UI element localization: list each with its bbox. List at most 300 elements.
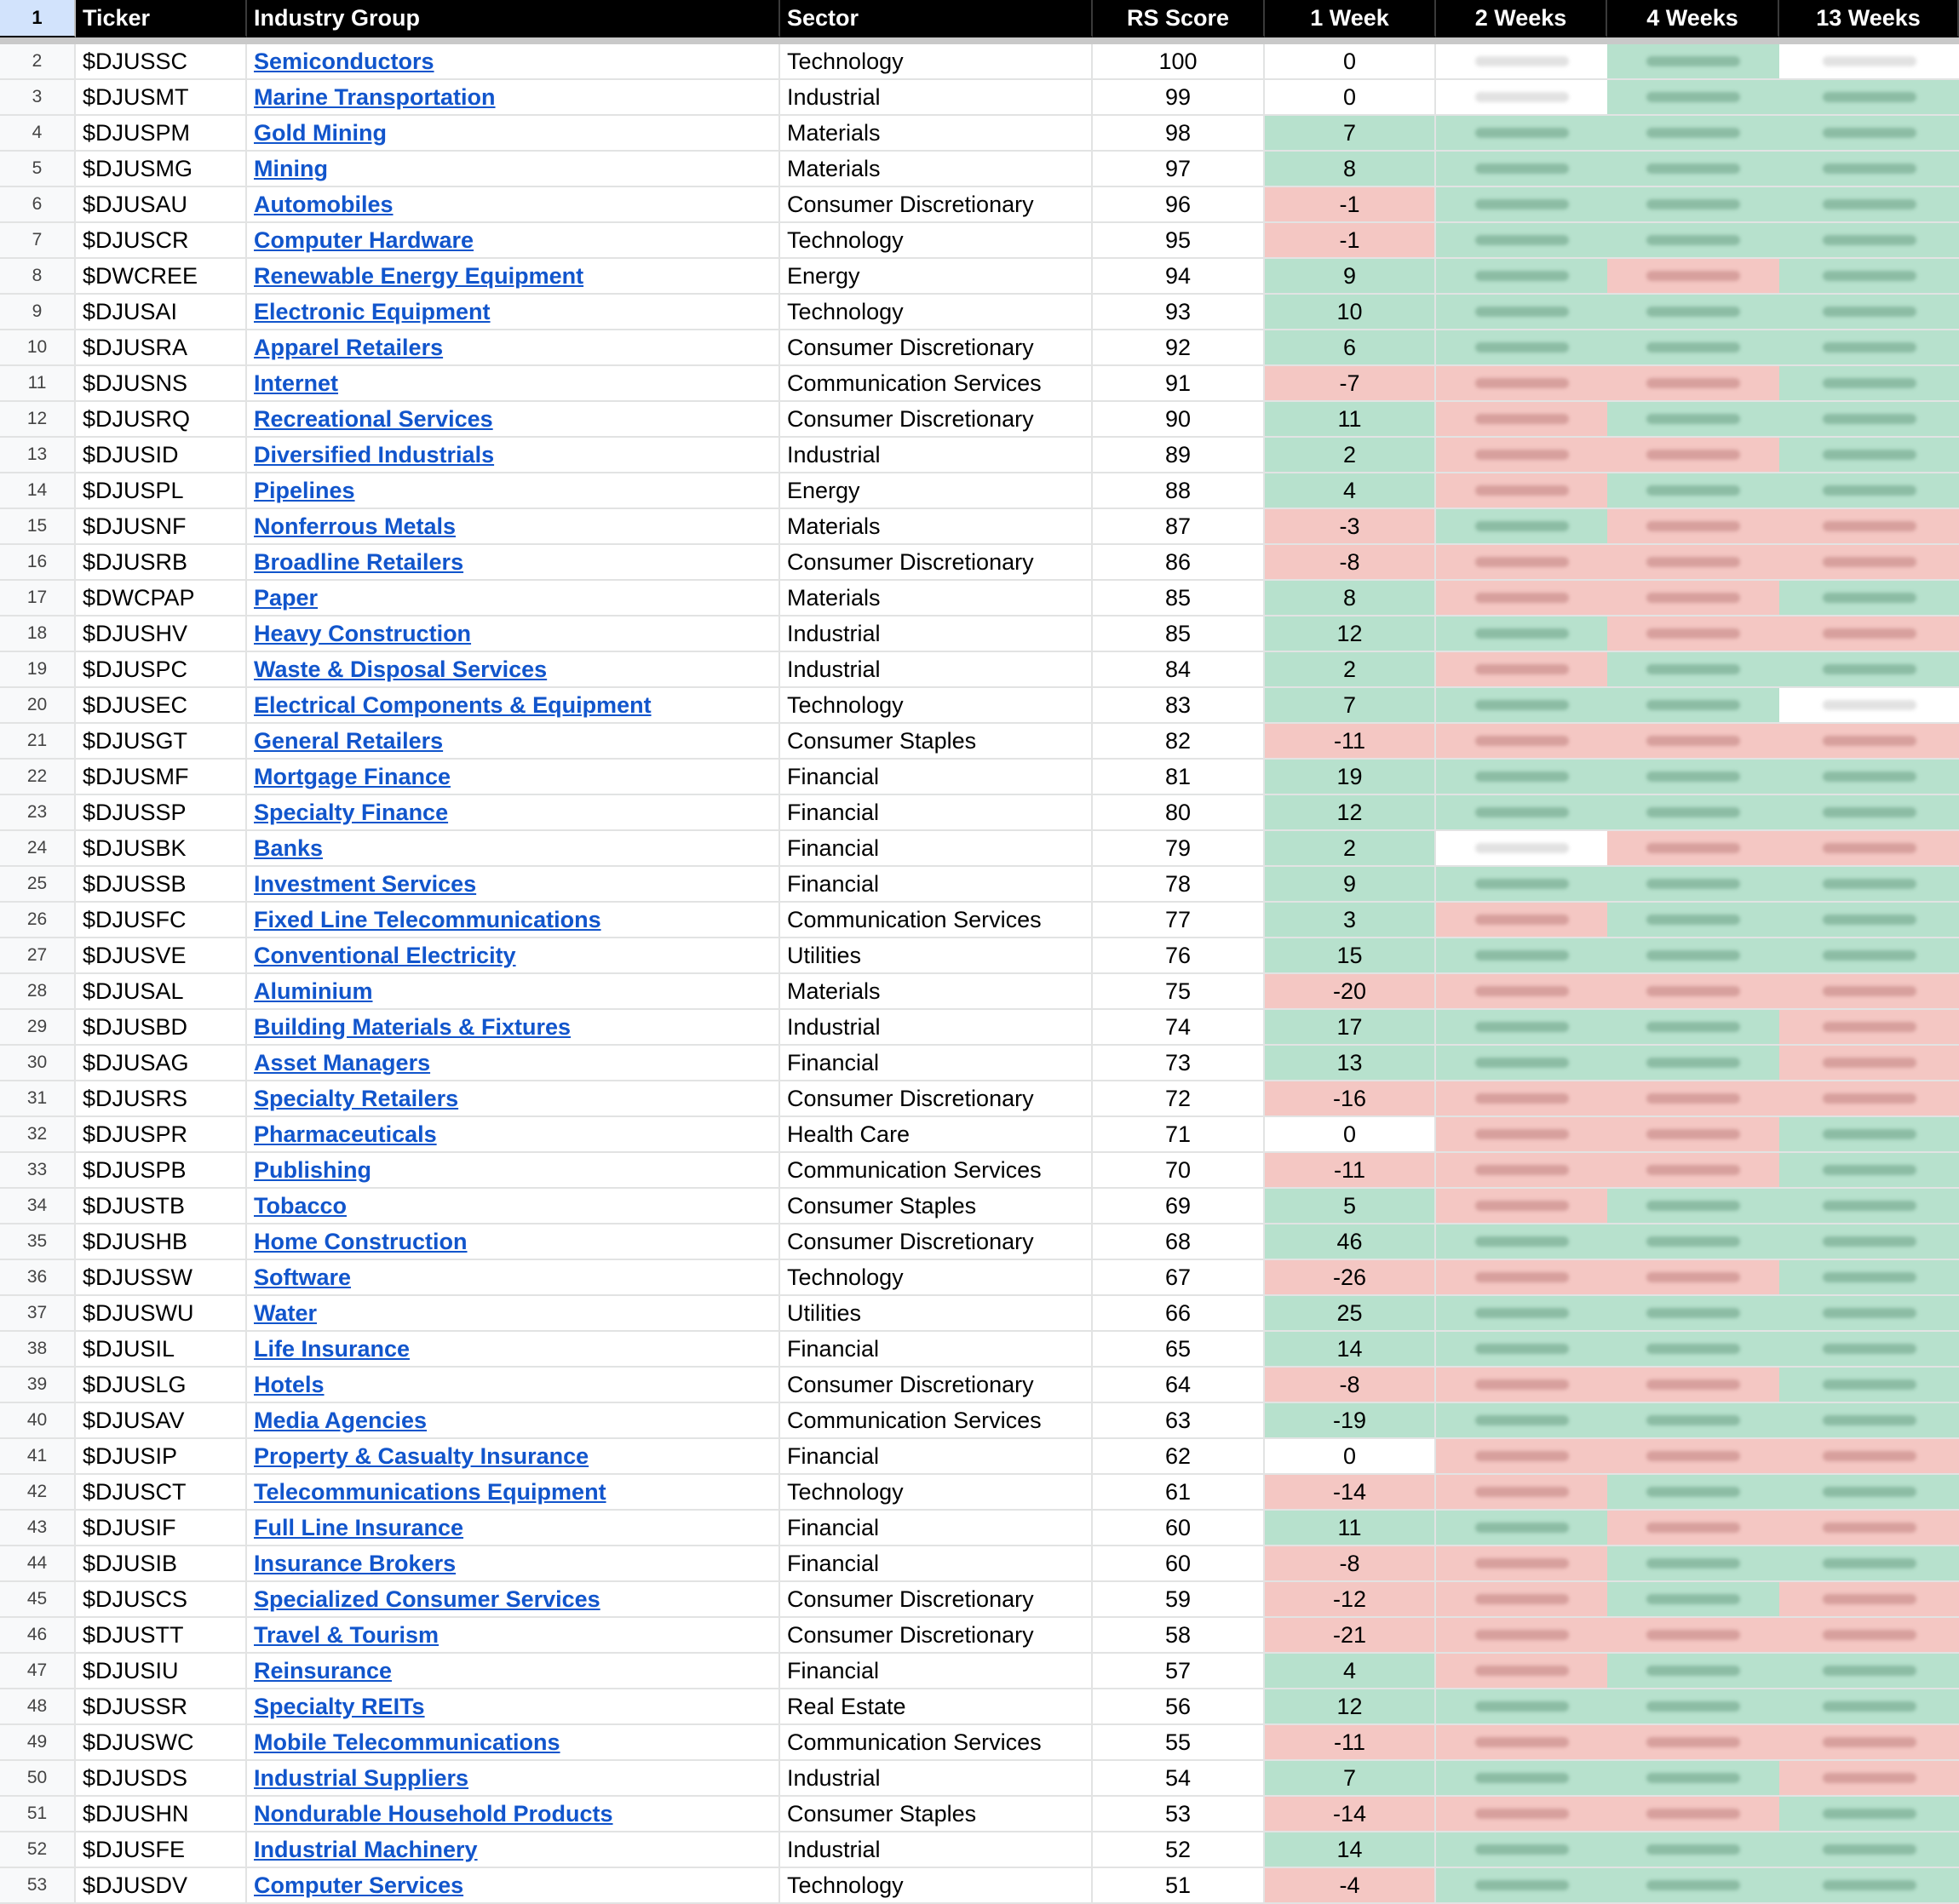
industry-group-cell[interactable]: [247, 402, 780, 438]
rs-score-cell[interactable]: 99: [1093, 80, 1265, 116]
industry-group-cell[interactable]: [247, 617, 780, 652]
industry-group-cell[interactable]: [247, 1010, 780, 1046]
row-number[interactable]: 46: [0, 1618, 76, 1654]
sector-cell[interactable]: Utilities: [780, 938, 1093, 974]
sector-cell[interactable]: Technology: [780, 223, 1093, 259]
week2-change-cell-redacted[interactable]: [1436, 831, 1607, 867]
week4-change-cell-redacted[interactable]: [1607, 1689, 1779, 1725]
industry-group-link[interactable]: Recreational Services: [254, 405, 493, 432]
industry-group-cell[interactable]: [247, 1868, 780, 1904]
week2-change-cell-redacted[interactable]: [1436, 1868, 1607, 1904]
week4-change-cell-redacted[interactable]: [1607, 688, 1779, 724]
industry-group-cell[interactable]: [247, 80, 780, 116]
rs-score-cell[interactable]: 64: [1093, 1368, 1265, 1403]
sector-cell[interactable]: Materials: [780, 581, 1093, 617]
sector-cell[interactable]: Financial: [780, 1046, 1093, 1081]
sector-cell[interactable]: Financial: [780, 1654, 1093, 1689]
week1-change-cell[interactable]: -8: [1265, 1368, 1436, 1403]
industry-group-cell[interactable]: [247, 44, 780, 80]
industry-group-cell[interactable]: [247, 116, 780, 152]
rs-score-cell[interactable]: 75: [1093, 974, 1265, 1010]
rs-score-cell[interactable]: 97: [1093, 152, 1265, 187]
week2-change-cell-redacted[interactable]: [1436, 116, 1607, 152]
industry-group-link[interactable]: Waste & Disposal Services: [254, 656, 548, 682]
rs-score-cell[interactable]: 69: [1093, 1189, 1265, 1224]
industry-group-link[interactable]: Automobiles: [254, 191, 394, 217]
industry-group-link[interactable]: Mortgage Finance: [254, 763, 451, 789]
row-number[interactable]: 38: [0, 1332, 76, 1368]
week1-change-cell[interactable]: 17: [1265, 1010, 1436, 1046]
week4-change-cell-redacted[interactable]: [1607, 1081, 1779, 1117]
week13-change-cell-redacted[interactable]: [1779, 1368, 1959, 1403]
week13-change-cell-redacted[interactable]: [1779, 1761, 1959, 1797]
ticker-cell[interactable]: $DJUSSR: [76, 1689, 247, 1725]
ticker-cell[interactable]: $DJUSPL: [76, 473, 247, 509]
ticker-cell[interactable]: $DJUSNF: [76, 509, 247, 545]
industry-group-cell[interactable]: [247, 795, 780, 831]
row-number[interactable]: 18: [0, 617, 76, 652]
week4-change-cell-redacted[interactable]: [1607, 724, 1779, 760]
sector-cell[interactable]: Financial: [780, 1546, 1093, 1582]
week2-change-cell-redacted[interactable]: [1436, 724, 1607, 760]
industry-group-link[interactable]: Electronic Equipment: [254, 298, 491, 324]
industry-group-link[interactable]: Investment Services: [254, 870, 477, 897]
sector-cell[interactable]: Industrial: [780, 1832, 1093, 1868]
sector-cell[interactable]: Technology: [780, 1260, 1093, 1296]
industry-group-link[interactable]: Property & Casualty Insurance: [254, 1442, 589, 1469]
week1-change-cell[interactable]: 14: [1265, 1332, 1436, 1368]
rs-score-cell[interactable]: 61: [1093, 1475, 1265, 1511]
ticker-cell[interactable]: $DJUSSW: [76, 1260, 247, 1296]
week1-change-cell[interactable]: 6: [1265, 330, 1436, 366]
industry-group-cell[interactable]: [247, 1403, 780, 1439]
week2-change-cell-redacted[interactable]: [1436, 1582, 1607, 1618]
industry-group-link[interactable]: Reinsurance: [254, 1657, 393, 1683]
row-number[interactable]: 16: [0, 545, 76, 581]
week13-change-cell-redacted[interactable]: [1779, 1403, 1959, 1439]
rs-score-cell[interactable]: 74: [1093, 1010, 1265, 1046]
week4-change-cell-redacted[interactable]: [1607, 509, 1779, 545]
industry-group-link[interactable]: Telecommunications Equipment: [254, 1478, 606, 1505]
week1-change-cell[interactable]: 46: [1265, 1224, 1436, 1260]
row-number[interactable]: 22: [0, 760, 76, 795]
week4-change-cell-redacted[interactable]: [1607, 1403, 1779, 1439]
week4-change-cell-redacted[interactable]: [1607, 1046, 1779, 1081]
week2-change-cell-redacted[interactable]: [1436, 295, 1607, 330]
industry-group-link[interactable]: Nonferrous Metals: [254, 513, 457, 539]
week13-change-cell-redacted[interactable]: [1779, 509, 1959, 545]
ticker-cell[interactable]: $DJUSHV: [76, 617, 247, 652]
week2-change-cell-redacted[interactable]: [1436, 1511, 1607, 1546]
industry-group-cell[interactable]: [247, 366, 780, 402]
sector-cell[interactable]: Industrial: [780, 80, 1093, 116]
ticker-cell[interactable]: $DJUSRA: [76, 330, 247, 366]
week2-change-cell-redacted[interactable]: [1436, 795, 1607, 831]
week4-change-cell-redacted[interactable]: [1607, 80, 1779, 116]
industry-group-link[interactable]: Specialty Retailers: [254, 1085, 459, 1111]
sector-cell[interactable]: Materials: [780, 116, 1093, 152]
ticker-cell[interactable]: $DJUSIL: [76, 1332, 247, 1368]
sector-cell[interactable]: Consumer Staples: [780, 1797, 1093, 1832]
week13-change-cell-redacted[interactable]: [1779, 1868, 1959, 1904]
industry-group-link[interactable]: Heavy Construction: [254, 620, 472, 646]
week1-change-cell[interactable]: -11: [1265, 724, 1436, 760]
row-number[interactable]: 23: [0, 795, 76, 831]
ticker-cell[interactable]: $DJUSIU: [76, 1654, 247, 1689]
week4-change-cell-redacted[interactable]: [1607, 1010, 1779, 1046]
row-number[interactable]: 6: [0, 187, 76, 223]
ticker-cell[interactable]: $DJUSMT: [76, 80, 247, 116]
ticker-cell[interactable]: $DJUSRQ: [76, 402, 247, 438]
rs-score-cell[interactable]: 96: [1093, 187, 1265, 223]
week2-change-cell-redacted[interactable]: [1436, 903, 1607, 938]
week1-change-cell[interactable]: 19: [1265, 760, 1436, 795]
industry-group-cell[interactable]: [247, 1582, 780, 1618]
week1-change-cell[interactable]: -21: [1265, 1618, 1436, 1654]
industry-group-link[interactable]: General Retailers: [254, 727, 444, 754]
ticker-cell[interactable]: $DJUSAU: [76, 187, 247, 223]
sector-cell[interactable]: Industrial: [780, 1010, 1093, 1046]
week2-change-cell-redacted[interactable]: [1436, 1546, 1607, 1582]
industry-group-cell[interactable]: [247, 1296, 780, 1332]
sector-cell[interactable]: Technology: [780, 44, 1093, 80]
week1-change-cell[interactable]: -14: [1265, 1797, 1436, 1832]
rs-score-cell[interactable]: 85: [1093, 617, 1265, 652]
row-number[interactable]: 20: [0, 688, 76, 724]
week4-change-cell-redacted[interactable]: [1607, 152, 1779, 187]
row-number[interactable]: 36: [0, 1260, 76, 1296]
row-number[interactable]: 43: [0, 1511, 76, 1546]
week4-change-cell-redacted[interactable]: [1607, 1189, 1779, 1224]
industry-group-link[interactable]: Renewable Energy Equipment: [254, 262, 584, 289]
industry-group-link[interactable]: Life Insurance: [254, 1335, 411, 1362]
week13-change-cell-redacted[interactable]: [1779, 545, 1959, 581]
row-number[interactable]: 14: [0, 473, 76, 509]
rs-score-cell[interactable]: 58: [1093, 1618, 1265, 1654]
industry-group-cell[interactable]: [247, 259, 780, 295]
week2-change-cell-redacted[interactable]: [1436, 1832, 1607, 1868]
rs-score-cell[interactable]: 79: [1093, 831, 1265, 867]
industry-group-cell[interactable]: [247, 1117, 780, 1153]
week2-change-cell-redacted[interactable]: [1436, 402, 1607, 438]
sector-cell[interactable]: Financial: [780, 1332, 1093, 1368]
ticker-cell[interactable]: $DJUSSP: [76, 795, 247, 831]
ticker-cell[interactable]: $DJUSPM: [76, 116, 247, 152]
week1-change-cell[interactable]: 4: [1265, 1654, 1436, 1689]
industry-group-cell[interactable]: [247, 867, 780, 903]
week4-change-cell-redacted[interactable]: [1607, 1296, 1779, 1332]
industry-group-cell[interactable]: [247, 760, 780, 795]
industry-group-cell[interactable]: [247, 509, 780, 545]
sector-cell[interactable]: Utilities: [780, 1296, 1093, 1332]
ticker-cell[interactable]: $DJUSPB: [76, 1153, 247, 1189]
ticker-cell[interactable]: $DJUSAL: [76, 974, 247, 1010]
week4-change-cell-redacted[interactable]: [1607, 652, 1779, 688]
industry-group-cell[interactable]: [247, 903, 780, 938]
week1-change-cell[interactable]: 8: [1265, 152, 1436, 187]
row-number[interactable]: 30: [0, 1046, 76, 1081]
week2-change-cell-redacted[interactable]: [1436, 1403, 1607, 1439]
rs-score-cell[interactable]: 86: [1093, 545, 1265, 581]
week2-change-cell-redacted[interactable]: [1436, 617, 1607, 652]
week4-change-cell-redacted[interactable]: [1607, 938, 1779, 974]
week4-change-cell-redacted[interactable]: [1607, 1582, 1779, 1618]
week4-change-cell-redacted[interactable]: [1607, 831, 1779, 867]
week4-change-cell-redacted[interactable]: [1607, 1224, 1779, 1260]
row-number[interactable]: 48: [0, 1689, 76, 1725]
industry-group-cell[interactable]: [247, 187, 780, 223]
industry-group-link[interactable]: Insurance Brokers: [254, 1550, 457, 1576]
week1-change-cell[interactable]: 8: [1265, 581, 1436, 617]
week13-change-cell-redacted[interactable]: [1779, 187, 1959, 223]
week13-change-cell-redacted[interactable]: [1779, 295, 1959, 330]
industry-group-cell[interactable]: [247, 1189, 780, 1224]
ticker-cell[interactable]: $DJUSFE: [76, 1832, 247, 1868]
rs-score-cell[interactable]: 70: [1093, 1153, 1265, 1189]
ticker-cell[interactable]: $DJUSSC: [76, 44, 247, 80]
week2-change-cell-redacted[interactable]: [1436, 1010, 1607, 1046]
row-number[interactable]: 19: [0, 652, 76, 688]
industry-group-cell[interactable]: [247, 938, 780, 974]
week13-change-cell-redacted[interactable]: [1779, 1475, 1959, 1511]
sector-cell[interactable]: Real Estate: [780, 1689, 1093, 1725]
ticker-cell[interactable]: $DJUSIB: [76, 1546, 247, 1582]
week1-change-cell[interactable]: 3: [1265, 903, 1436, 938]
sector-cell[interactable]: Consumer Discretionary: [780, 1582, 1093, 1618]
week1-change-cell[interactable]: 7: [1265, 688, 1436, 724]
week4-change-cell-redacted[interactable]: [1607, 545, 1779, 581]
ticker-cell[interactable]: $DJUSWC: [76, 1725, 247, 1761]
week4-change-cell-redacted[interactable]: [1607, 1153, 1779, 1189]
week2-change-cell-redacted[interactable]: [1436, 760, 1607, 795]
week2-change-cell-redacted[interactable]: [1436, 1224, 1607, 1260]
industry-group-cell[interactable]: [247, 581, 780, 617]
sector-cell[interactable]: Communication Services: [780, 366, 1093, 402]
industry-group-link[interactable]: Mining: [254, 155, 328, 181]
industry-group-cell[interactable]: [247, 831, 780, 867]
row-number[interactable]: 52: [0, 1832, 76, 1868]
week2-change-cell-redacted[interactable]: [1436, 1689, 1607, 1725]
ticker-cell[interactable]: $DJUSEC: [76, 688, 247, 724]
week4-change-cell-redacted[interactable]: [1607, 1511, 1779, 1546]
column-header-4-weeks[interactable]: 4 Weeks: [1607, 0, 1779, 37]
industry-group-link[interactable]: Broadline Retailers: [254, 548, 464, 575]
sector-cell[interactable]: Energy: [780, 473, 1093, 509]
week1-change-cell[interactable]: 2: [1265, 438, 1436, 473]
industry-group-link[interactable]: Nondurable Household Products: [254, 1800, 613, 1827]
row-number[interactable]: 5: [0, 152, 76, 187]
week13-change-cell-redacted[interactable]: [1779, 581, 1959, 617]
ticker-cell[interactable]: $DJUSPR: [76, 1117, 247, 1153]
week1-change-cell[interactable]: -20: [1265, 974, 1436, 1010]
industry-group-link[interactable]: Specialty REITs: [254, 1693, 425, 1719]
industry-group-link[interactable]: Specialized Consumer Services: [254, 1586, 600, 1612]
industry-group-link[interactable]: Hotels: [254, 1371, 325, 1397]
week1-change-cell[interactable]: 2: [1265, 652, 1436, 688]
ticker-cell[interactable]: $DWCREE: [76, 259, 247, 295]
ticker-cell[interactable]: $DJUSGT: [76, 724, 247, 760]
week13-change-cell-redacted[interactable]: [1779, 1296, 1959, 1332]
week1-change-cell[interactable]: -11: [1265, 1153, 1436, 1189]
week13-change-cell-redacted[interactable]: [1779, 1725, 1959, 1761]
week2-change-cell-redacted[interactable]: [1436, 1797, 1607, 1832]
sector-cell[interactable]: Communication Services: [780, 903, 1093, 938]
industry-group-link[interactable]: Home Construction: [254, 1228, 468, 1254]
week2-change-cell-redacted[interactable]: [1436, 1654, 1607, 1689]
week13-change-cell-redacted[interactable]: [1779, 116, 1959, 152]
rs-score-cell[interactable]: 98: [1093, 116, 1265, 152]
week13-change-cell-redacted[interactable]: [1779, 1511, 1959, 1546]
row-number[interactable]: 45: [0, 1582, 76, 1618]
row-number[interactable]: 32: [0, 1117, 76, 1153]
sector-cell[interactable]: Financial: [780, 1439, 1093, 1475]
industry-group-cell[interactable]: [247, 724, 780, 760]
week13-change-cell-redacted[interactable]: [1779, 1153, 1959, 1189]
row-number[interactable]: 28: [0, 974, 76, 1010]
rs-score-cell[interactable]: 91: [1093, 366, 1265, 402]
week4-change-cell-redacted[interactable]: [1607, 1725, 1779, 1761]
industry-group-cell[interactable]: [247, 152, 780, 187]
week1-change-cell[interactable]: -16: [1265, 1081, 1436, 1117]
ticker-cell[interactable]: $DJUSAI: [76, 295, 247, 330]
row-number[interactable]: 11: [0, 366, 76, 402]
sector-cell[interactable]: Consumer Discretionary: [780, 1224, 1093, 1260]
row-number[interactable]: 49: [0, 1725, 76, 1761]
industry-group-link[interactable]: Computer Hardware: [254, 227, 474, 253]
week2-change-cell-redacted[interactable]: [1436, 330, 1607, 366]
industry-group-link[interactable]: Marine Transportation: [254, 83, 496, 110]
rs-score-cell[interactable]: 89: [1093, 438, 1265, 473]
ticker-cell[interactable]: $DJUSCS: [76, 1582, 247, 1618]
week1-change-cell[interactable]: -26: [1265, 1260, 1436, 1296]
ticker-cell[interactable]: $DJUSDV: [76, 1868, 247, 1904]
industry-group-link[interactable]: Computer Services: [254, 1872, 464, 1898]
week13-change-cell-redacted[interactable]: [1779, 330, 1959, 366]
ticker-cell[interactable]: $DJUSTT: [76, 1618, 247, 1654]
week4-change-cell-redacted[interactable]: [1607, 617, 1779, 652]
week4-change-cell-redacted[interactable]: [1607, 1260, 1779, 1296]
industry-group-cell[interactable]: [247, 1439, 780, 1475]
week2-change-cell-redacted[interactable]: [1436, 438, 1607, 473]
week2-change-cell-redacted[interactable]: [1436, 1260, 1607, 1296]
week1-change-cell[interactable]: 12: [1265, 1689, 1436, 1725]
rs-score-cell[interactable]: 100: [1093, 44, 1265, 80]
week2-change-cell-redacted[interactable]: [1436, 259, 1607, 295]
week2-change-cell-redacted[interactable]: [1436, 80, 1607, 116]
week4-change-cell-redacted[interactable]: [1607, 760, 1779, 795]
industry-group-link[interactable]: Water: [254, 1299, 318, 1326]
industry-group-link[interactable]: Industrial Suppliers: [254, 1764, 469, 1791]
rs-score-cell[interactable]: 52: [1093, 1832, 1265, 1868]
rs-score-cell[interactable]: 84: [1093, 652, 1265, 688]
row-number[interactable]: 39: [0, 1368, 76, 1403]
ticker-cell[interactable]: $DJUSFC: [76, 903, 247, 938]
rs-score-cell[interactable]: 66: [1093, 1296, 1265, 1332]
sector-cell[interactable]: Technology: [780, 688, 1093, 724]
industry-group-cell[interactable]: [247, 1368, 780, 1403]
week1-change-cell[interactable]: -14: [1265, 1475, 1436, 1511]
row-number[interactable]: 40: [0, 1403, 76, 1439]
ticker-cell[interactable]: $DJUSPC: [76, 652, 247, 688]
week13-change-cell-redacted[interactable]: [1779, 1260, 1959, 1296]
week4-change-cell-redacted[interactable]: [1607, 1868, 1779, 1904]
week13-change-cell-redacted[interactable]: [1779, 152, 1959, 187]
industry-group-cell[interactable]: [247, 1260, 780, 1296]
rs-score-cell[interactable]: 73: [1093, 1046, 1265, 1081]
sector-cell[interactable]: Technology: [780, 1868, 1093, 1904]
ticker-cell[interactable]: $DJUSTB: [76, 1189, 247, 1224]
week1-change-cell[interactable]: 5: [1265, 1189, 1436, 1224]
week2-change-cell-redacted[interactable]: [1436, 1439, 1607, 1475]
ticker-cell[interactable]: $DJUSWU: [76, 1296, 247, 1332]
sector-cell[interactable]: Health Care: [780, 1117, 1093, 1153]
week2-change-cell-redacted[interactable]: [1436, 545, 1607, 581]
rs-score-cell[interactable]: 60: [1093, 1511, 1265, 1546]
week13-change-cell-redacted[interactable]: [1779, 1332, 1959, 1368]
sector-cell[interactable]: Materials: [780, 974, 1093, 1010]
row-number[interactable]: 51: [0, 1797, 76, 1832]
industry-group-cell[interactable]: [247, 223, 780, 259]
week1-change-cell[interactable]: 0: [1265, 44, 1436, 80]
industry-group-cell[interactable]: [247, 688, 780, 724]
industry-group-link[interactable]: Paper: [254, 584, 319, 611]
sector-cell[interactable]: Technology: [780, 295, 1093, 330]
column-header-2-weeks[interactable]: 2 Weeks: [1436, 0, 1607, 37]
week1-change-cell[interactable]: 2: [1265, 831, 1436, 867]
industry-group-link[interactable]: Asset Managers: [254, 1049, 431, 1075]
column-header-rs-score[interactable]: RS Score: [1093, 0, 1265, 37]
week2-change-cell-redacted[interactable]: [1436, 1153, 1607, 1189]
row-number[interactable]: 7: [0, 223, 76, 259]
rs-score-cell[interactable]: 65: [1093, 1332, 1265, 1368]
week4-change-cell-redacted[interactable]: [1607, 1546, 1779, 1582]
industry-group-cell[interactable]: [247, 1654, 780, 1689]
industry-group-link[interactable]: Fixed Line Telecommunications: [254, 906, 601, 932]
column-header-sector[interactable]: Sector: [780, 0, 1093, 37]
rs-score-cell[interactable]: 90: [1093, 402, 1265, 438]
industry-group-cell[interactable]: [247, 545, 780, 581]
ticker-cell[interactable]: $DJUSBK: [76, 831, 247, 867]
week13-change-cell-redacted[interactable]: [1779, 259, 1959, 295]
sector-cell[interactable]: Industrial: [780, 438, 1093, 473]
week13-change-cell-redacted[interactable]: [1779, 724, 1959, 760]
week13-change-cell-redacted[interactable]: [1779, 831, 1959, 867]
row-number[interactable]: 26: [0, 903, 76, 938]
week2-change-cell-redacted[interactable]: [1436, 1368, 1607, 1403]
week1-change-cell[interactable]: 25: [1265, 1296, 1436, 1332]
week13-change-cell-redacted[interactable]: [1779, 366, 1959, 402]
industry-group-cell[interactable]: [247, 1725, 780, 1761]
week13-change-cell-redacted[interactable]: [1779, 1189, 1959, 1224]
column-header-ticker[interactable]: Ticker: [76, 0, 247, 37]
week1-change-cell[interactable]: -1: [1265, 223, 1436, 259]
rs-score-cell[interactable]: 51: [1093, 1868, 1265, 1904]
sector-cell[interactable]: Consumer Discretionary: [780, 402, 1093, 438]
week13-change-cell-redacted[interactable]: [1779, 473, 1959, 509]
rs-score-cell[interactable]: 54: [1093, 1761, 1265, 1797]
rs-score-cell[interactable]: 85: [1093, 581, 1265, 617]
week13-change-cell-redacted[interactable]: [1779, 1654, 1959, 1689]
week4-change-cell-redacted[interactable]: [1607, 1832, 1779, 1868]
rs-score-cell[interactable]: 93: [1093, 295, 1265, 330]
row-number[interactable]: 25: [0, 867, 76, 903]
industry-group-link[interactable]: Travel & Tourism: [254, 1621, 439, 1648]
industry-group-link[interactable]: Full Line Insurance: [254, 1514, 464, 1540]
week13-change-cell-redacted[interactable]: [1779, 1046, 1959, 1081]
week4-change-cell-redacted[interactable]: [1607, 1475, 1779, 1511]
row-number[interactable]: 13: [0, 438, 76, 473]
sector-cell[interactable]: Industrial: [780, 1761, 1093, 1797]
